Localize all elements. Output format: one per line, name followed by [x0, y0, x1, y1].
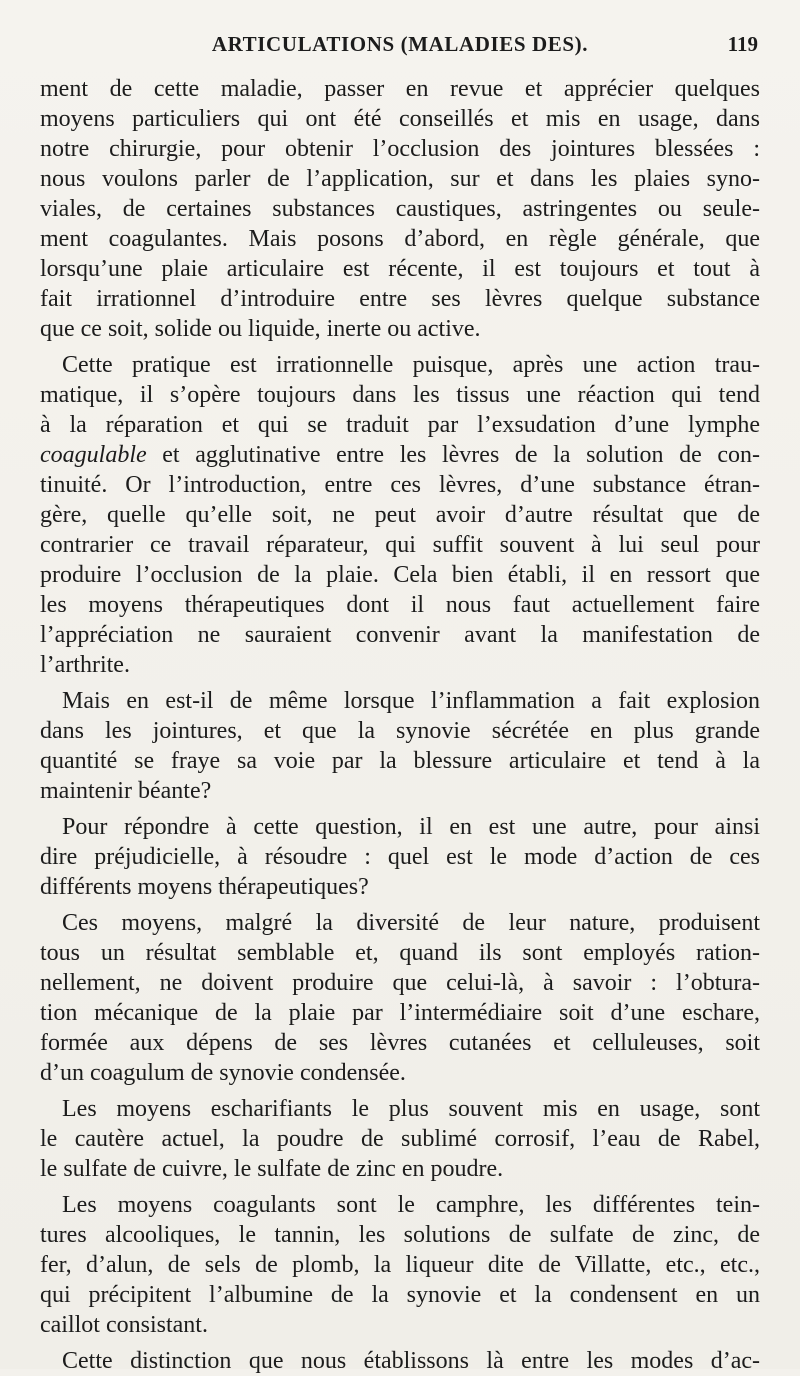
text-line: Les moyens coagulants sont le camphre, les différentes tein- [62, 1192, 760, 1218]
paragraph-5 [40, 908, 760, 1088]
text-line: quantité se fraye sa voie par la blessure articulaire et tend à la [40, 748, 760, 774]
text-line: viales, de certaines substances caustiques, astringentes ou seule- [40, 196, 760, 222]
text-line: dire préjudicielle, à résoudre : quel est le mode d’action de ces [40, 844, 760, 870]
paragraph-6 [40, 1094, 760, 1184]
paragraph-2 [40, 350, 760, 680]
paragraph-4 [40, 812, 760, 902]
text-line-mixed [40, 440, 760, 470]
text-line: ment de cette maladie, passer en revue et apprécier quelques [40, 76, 760, 102]
text-line: lorsqu’une plaie articulaire est récente, il est toujours et tout à [40, 256, 760, 282]
text-line: tinuité. Or l’introduction, entre ces lèvres, d’une substance étran- [40, 472, 760, 498]
text-line: contrarier ce travail réparateur, qui suffit souvent à lui seul pour [40, 532, 760, 558]
text-line: caillot consistant. [40, 1312, 208, 1338]
paragraph-7 [40, 1190, 760, 1340]
text-run: et agglutinative entre les lèvres de la solution de con- [162, 442, 760, 468]
italic-term: coagulable [40, 442, 147, 468]
running-title: ARTICULATIONS (MALADIES DES). [211, 32, 589, 56]
text-line: qui précipitent l’albumine de la synovie et la condensent en un [40, 1282, 760, 1308]
text-line: Cette pratique est irrationnelle puisque, après une action trau- [62, 352, 760, 378]
text-line: tion mécanique de la plaie par l’intermédiaire soit d’une eschare, [40, 1000, 760, 1026]
text-line: maintenir béante? [40, 778, 212, 804]
page-number: 119 [727, 32, 758, 56]
text-line: nous voulons parler de l’application, sur et dans les plaies syno- [40, 166, 760, 192]
text-line: gère, quelle qu’elle soit, ne peut avoir d’autre résultat que de [40, 502, 760, 528]
text-line: formée aux dépens de ses lèvres cutanées et celluleuses, soit [40, 1030, 760, 1056]
text-line: tures alcooliques, le tannin, les solutions de sulfate de zinc, de [40, 1222, 760, 1248]
text-line: le cautère actuel, la poudre de sublimé corrosif, l’eau de Rabel, [40, 1126, 760, 1152]
page-header [40, 30, 760, 66]
text-line: les moyens thérapeutiques dont il nous faut actuellement faire [40, 592, 760, 618]
text-line: différents moyens thérapeutiques? [40, 874, 369, 900]
text-line: notre chirurgie, pour obtenir l’occlusion des jointures blessées : [40, 136, 760, 162]
text-line: ment coagulantes. Mais posons d’abord, en règle générale, que [40, 226, 760, 252]
text-line: dans les jointures, et que la synovie sécrétée en plus grande [40, 718, 760, 744]
text-line: fer, d’alun, de sels de plomb, la liqueur dite de Villatte, etc., etc., [40, 1252, 760, 1278]
text-line: Cette distinction que nous établissons là entre les modes d’ac- [62, 1348, 760, 1374]
paragraph-3 [40, 686, 760, 806]
text-line: l’arthrite. [40, 652, 130, 678]
text-line: produire l’occlusion de la plaie. Cela bien établi, il en ressort que [40, 562, 760, 588]
text-line: Les moyens escharifiants le plus souvent mis en usage, sont [62, 1096, 760, 1122]
text-line: Mais en est-il de même lorsque l’inflammation a fait explosion [62, 688, 760, 714]
paragraph-1 [40, 74, 760, 344]
text-line: d’un coagulum de synovie condensée. [40, 1060, 406, 1086]
text-line: que ce soit, solide ou liquide, inerte ou active. [40, 316, 481, 342]
text-line: fait irrationnel d’introduire entre ses lèvres quelque substance [40, 286, 760, 312]
text-line: le sulfate de cuivre, le sulfate de zinc en poudre. [40, 1156, 504, 1182]
paragraph-8 [40, 1346, 760, 1376]
text-line: Ces moyens, malgré la diversité de leur nature, produisent [62, 910, 760, 936]
text-line: à la réparation et qui se traduit par l’exsudation d’une lymphe [40, 412, 760, 438]
text-line: l’appréciation ne sauraient convenir avant la manifestation de [40, 622, 760, 648]
body-text [40, 74, 760, 1376]
text-line: nellement, ne doivent produire que celui-là, à savoir : l’obtura- [40, 970, 760, 996]
text-line: moyens particuliers qui ont été conseillés et mis en usage, dans [40, 106, 760, 132]
text-line: tous un résultat semblable et, quand ils sont employés ration- [40, 940, 760, 966]
text-line: matique, il s’opère toujours dans les tissus une réaction qui tend [40, 382, 760, 408]
text-line: Pour répondre à cette question, il en est une autre, pour ainsi [62, 814, 760, 840]
